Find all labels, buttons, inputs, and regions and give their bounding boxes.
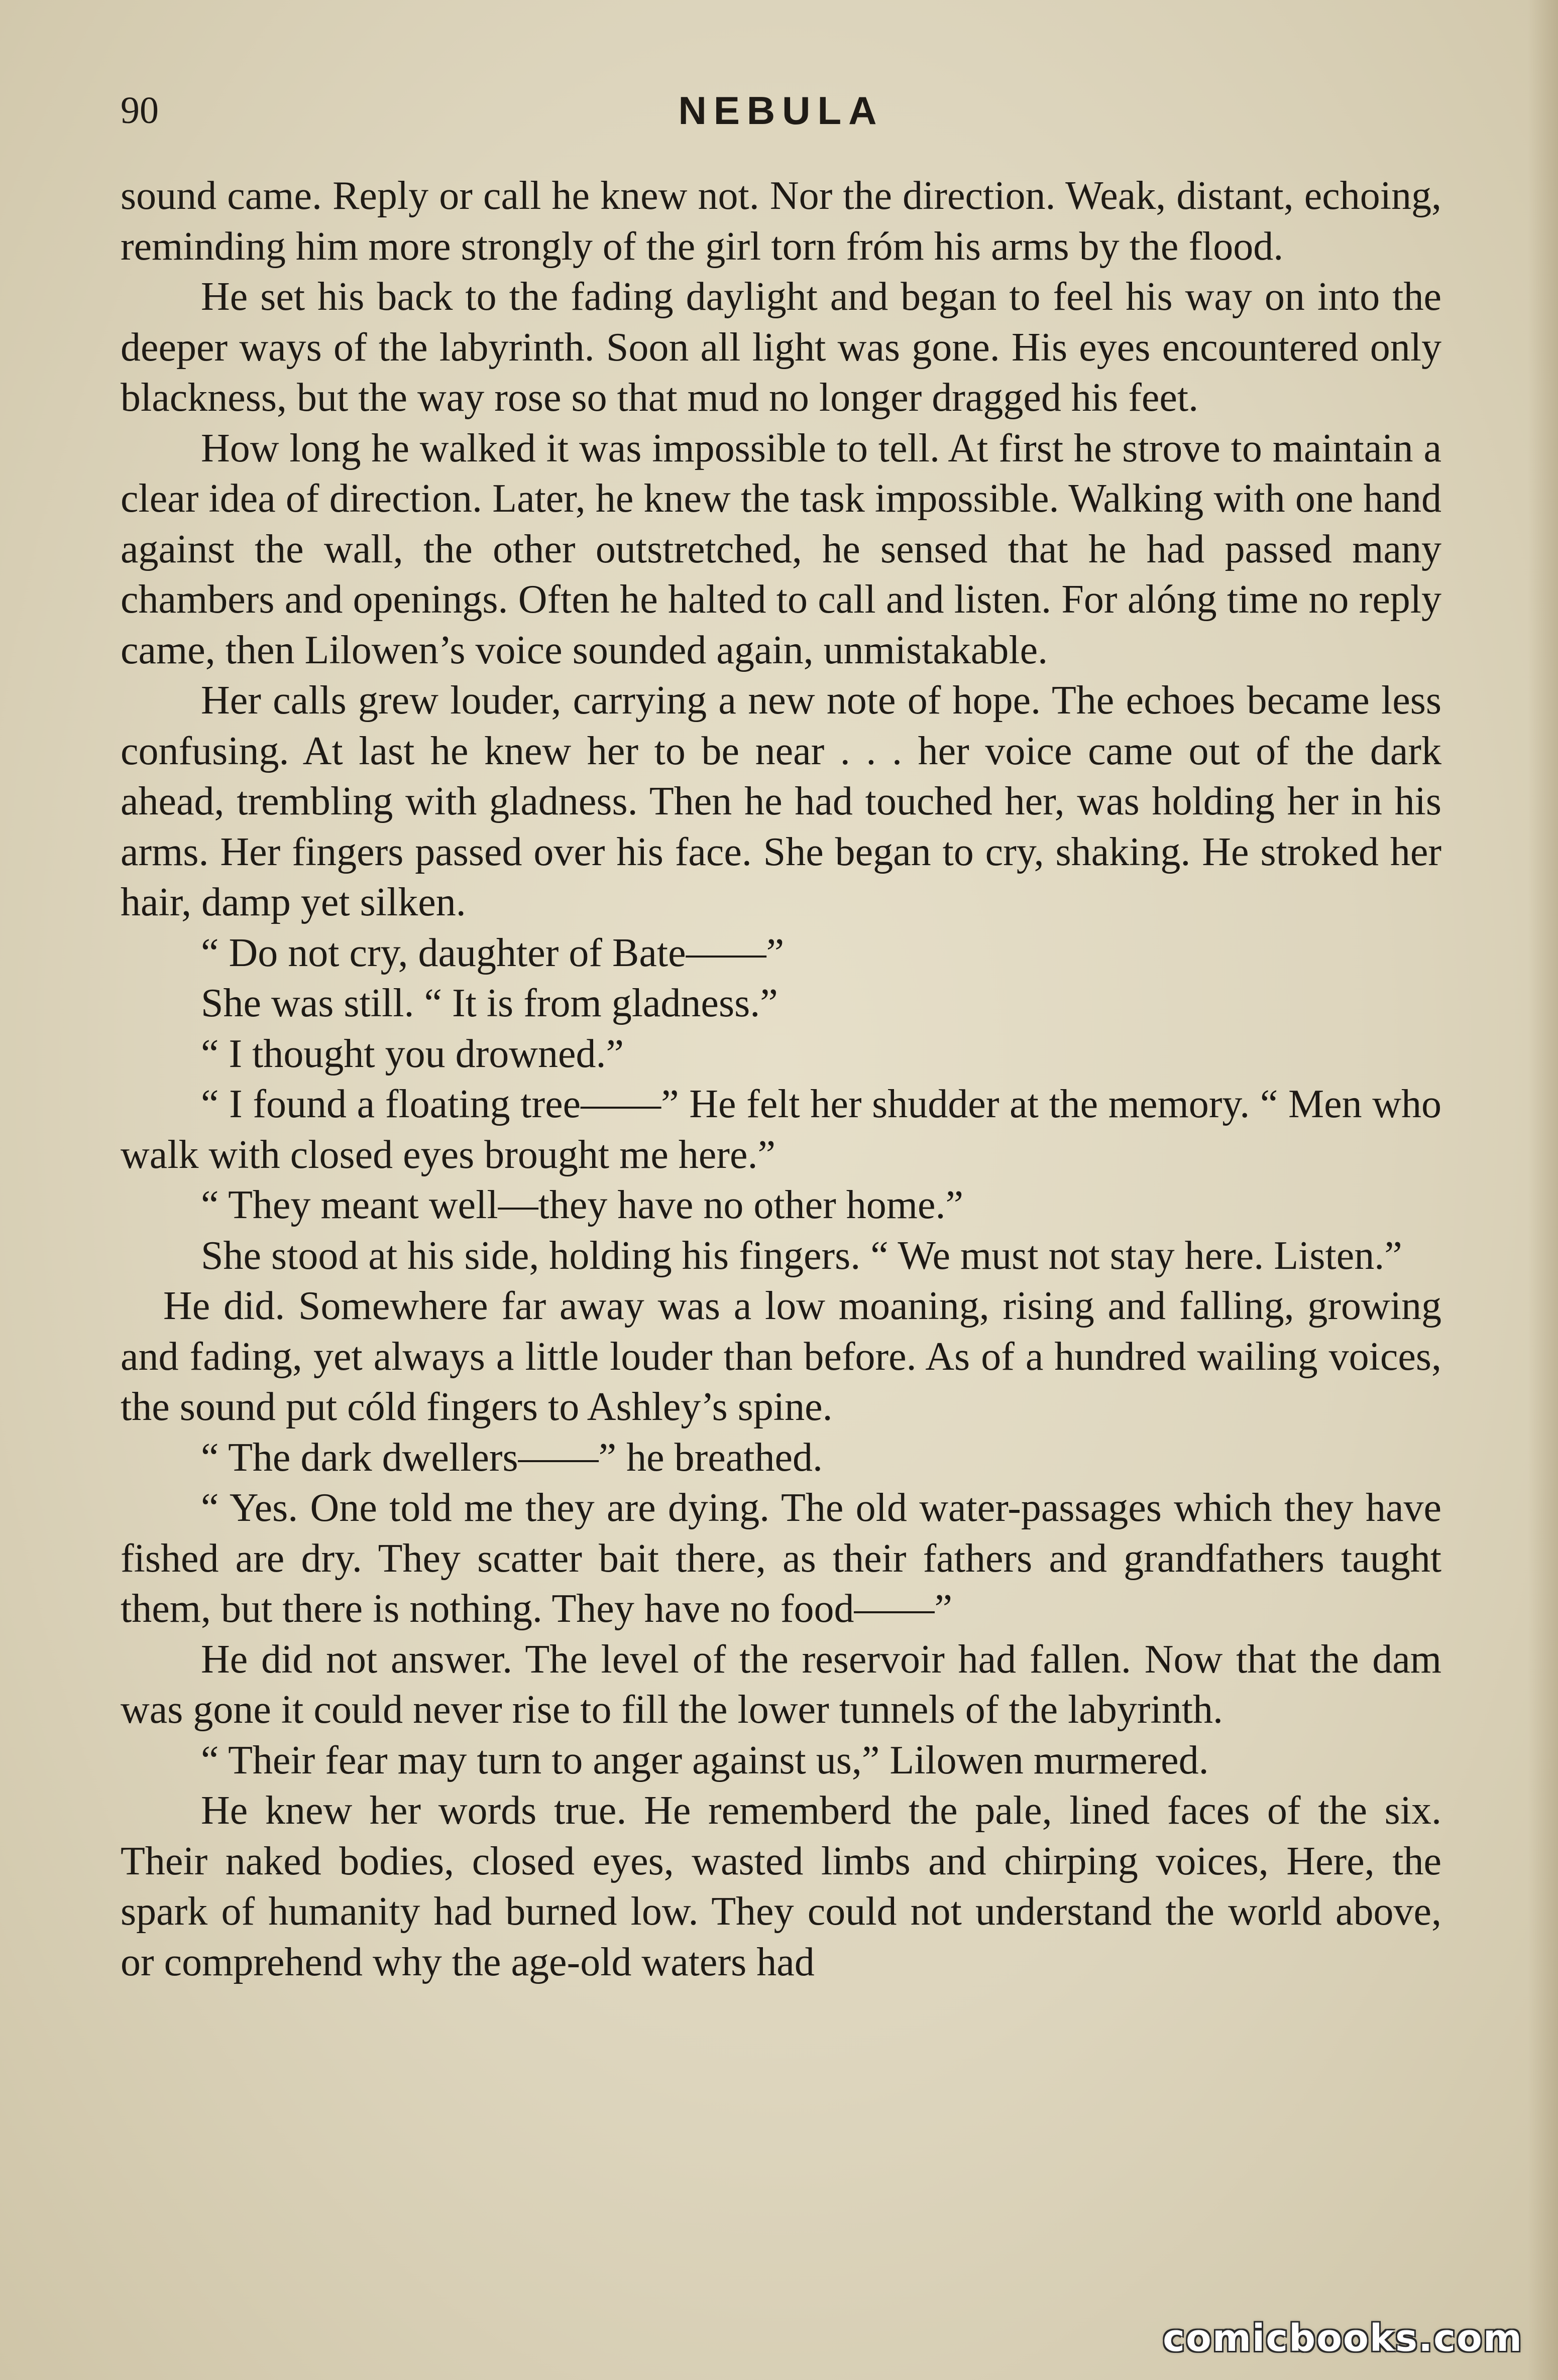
paragraph: How long he walked it was impossible to tell. At first he strove to maintain a clear idea of direction. Later, he knew the task impossible. Walking with one hand against the wall, the other outstretched, he sensed that he had passed many chambers and openings. Often he halted to call and listen. For alóng time no reply came, then Lilowen’s voice sounded again, unmistakable. [121,426,1441,672]
paragraph: He set his back to the fading daylight and began to feel his way on into the deeper ways of the labyrinth. Soon all light was gone. His eyes encountered only blackness, but the way rose so that mud no longer dragged his feet. [121,275,1441,420]
body-text [121,171,1441,1987]
dialogue-line: “ The dark dwellers——” he breathed. [201,1435,823,1480]
dialogue-line: “ Yes. One told me they are dying. The old water-passages which they have fished are dry. They scatter bait there, as their fathers and grandfathers taught them, but there is nothing. They have no food——” [121,1486,1441,1631]
dialogue-line: “ They meant well—they have no other home.” [201,1183,964,1227]
paragraph: He knew her words true. He rememberd the pale, lined faces of the six. Their naked bodies, closed eyes, wasted limbs and chirping voices, Here, the spark of humanity had burned low. They could not understand the world above, or comprehend why the age-old waters had [121,1789,1441,1984]
running-title: NEBULA [678,88,884,133]
paragraph: Her calls grew louder, carrying a new note of hope. The echoes became less confusing. At last he knew her to be near . . . her voice came out of the dark ahead, trembling with gladness. Then he had touched her, was holding her in his arms. Her fingers passed over his face. She began to cry, shaking. He stroked her hair, damp yet silken. [121,678,1441,924]
dialogue-line: “ Do not cry, daughter of Bate——” [201,930,785,975]
dialogue-line: She was still. “ It is from gladness.” [201,981,778,1025]
paragraph: She stood at his side, holding his fingers. “ We must not stay here. Listen.” [201,1233,1402,1278]
paragraph: He did not answer. The level of the reservoir had fallen. Now that the dam was gone it could never rise to fill the lower tunnels of the labyrinth. [121,1637,1441,1732]
page-edge-shadow [1528,0,1558,2380]
site-watermark: comicbooks.com [1163,2317,1523,2360]
dialogue-line: “ I found a floating tree——” He felt her shudder at the memory. “ Men who walk with closed eyes brought me here.” [121,1082,1441,1177]
paragraph: He did. Somewhere far away was a low moaning, rising and falling, growing and fading, yet always a little louder than before. As of a hundred wailing voices, the sound put cóld fingers to Ashley’s spine. [121,1284,1441,1429]
page-header [121,83,1441,138]
paragraph: sound came. Reply or call he knew not. Nor the direction. Weak, distant, echoing, reminding him more strongly of the girl torn fróm his arms by the flood. [121,174,1441,269]
page-number: 90 [121,89,159,132]
dialogue-line: “ I thought you drowned.” [201,1031,624,1076]
dialogue-line: “ Their fear may turn to anger against us,” Lilowen murmered. [201,1738,1209,1782]
